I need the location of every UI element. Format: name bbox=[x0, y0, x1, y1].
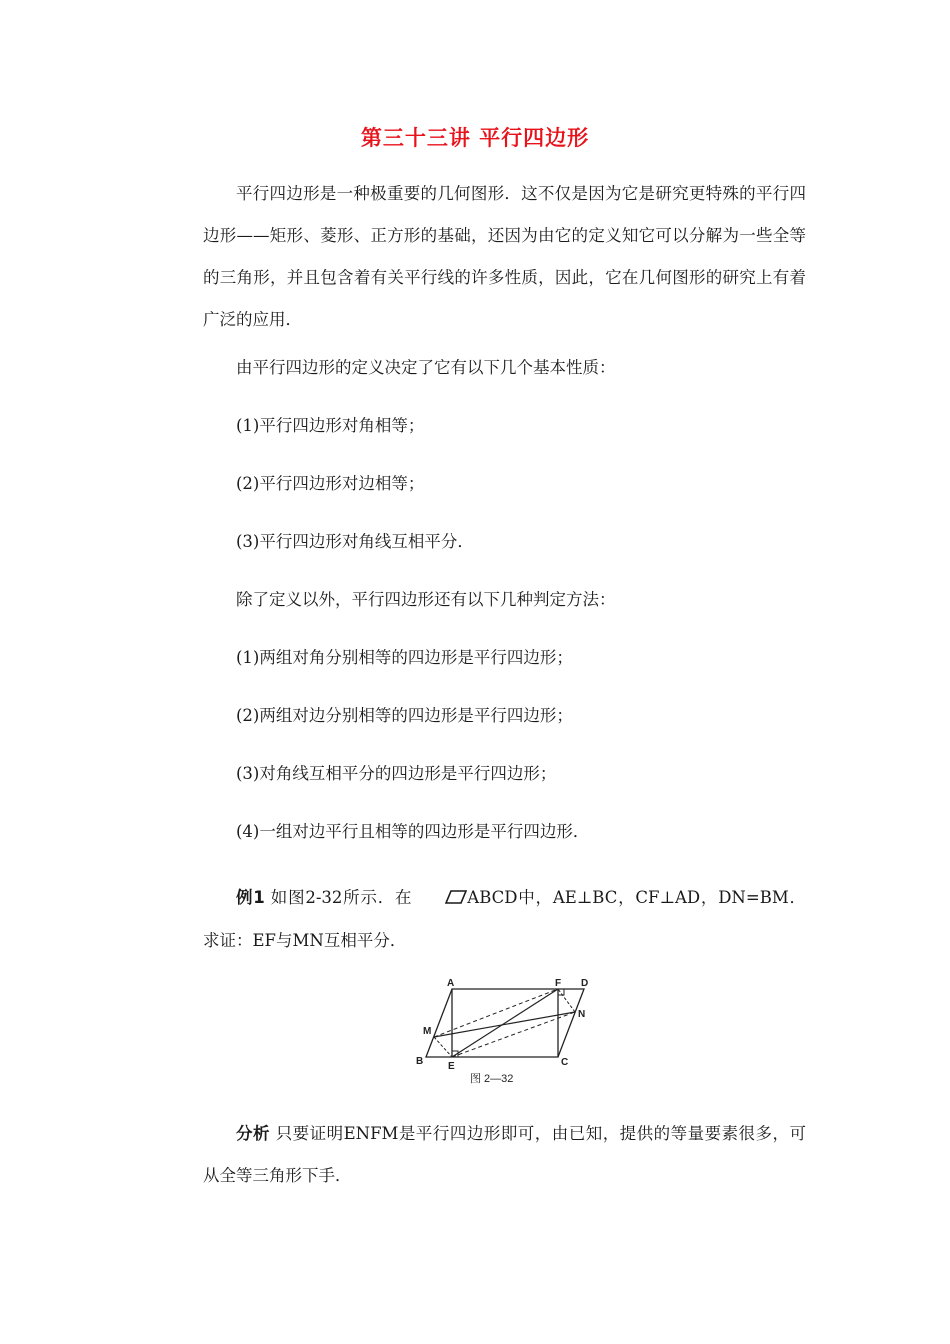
property-item: (2)平行四边形对边相等； bbox=[236, 474, 425, 493]
criteria-item: (3)对角线互相平分的四边形是平行四边形； bbox=[236, 764, 557, 783]
example-text-after: ABCD中，AE⊥BC，CF⊥AD，DN=BM．求证：EF与MN互相平分． bbox=[203, 888, 806, 950]
dashed-nf bbox=[558, 989, 575, 1012]
example-paragraph bbox=[203, 877, 806, 962]
label-n: N bbox=[578, 1009, 586, 1020]
label-a: A bbox=[447, 978, 455, 989]
segment-ef bbox=[452, 989, 558, 1057]
property-item: (3)平行四边形对角线互相平分． bbox=[236, 532, 474, 551]
properties-heading: 由平行四边形的定义决定了它有以下几个基本性质： bbox=[236, 358, 616, 377]
example-text-before: 如图2-32所示．在 bbox=[264, 888, 413, 907]
criteria-item: (4)一组对边平行且相等的四边形是平行四边形． bbox=[236, 822, 590, 841]
label-d: D bbox=[581, 978, 589, 989]
criteria-heading: 除了定义以外，平行四边形还有以下几种判定方法： bbox=[236, 590, 616, 609]
property-item: (1)平行四边形对角相等； bbox=[236, 416, 425, 435]
criteria-item: (1)两组对角分别相等的四边形是平行四边形； bbox=[236, 648, 573, 667]
segment-mn bbox=[434, 1012, 575, 1037]
analysis-paragraph bbox=[203, 1113, 806, 1197]
figure-2-32 bbox=[412, 974, 602, 1092]
label-f: F bbox=[555, 978, 562, 989]
analysis-text: 只要证明ENFM是平行四边形即可，由已知，提供的等量要素很多，可从全等三角形下手． bbox=[203, 1124, 806, 1185]
label-e: E bbox=[448, 1061, 455, 1072]
analysis-label: 分析 bbox=[236, 1124, 270, 1143]
page-title: 第三十三讲 平行四边形 bbox=[360, 126, 590, 150]
label-m: M bbox=[423, 1026, 432, 1037]
parallelogram-icon bbox=[412, 878, 467, 920]
label-b: B bbox=[416, 1056, 424, 1067]
dashed-me bbox=[434, 1037, 452, 1057]
label-c: C bbox=[561, 1057, 569, 1068]
figure-caption: 图 2—32 bbox=[470, 1073, 514, 1085]
example-label: 例1 bbox=[236, 888, 265, 907]
criteria-item: (2)两组对边分别相等的四边形是平行四边形； bbox=[236, 706, 573, 725]
dashed-en bbox=[452, 1012, 575, 1057]
intro-paragraph: 平行四边形是一种极重要的几何图形．这不仅是因为它是研究更特殊的平行四边形——矩形、菱形、正方形的基础，还因为由它的定义知它可以分解为一些全等的三角形，并且包含着有关平行线的许多性质，因此，它在几何图形的研究上有着广泛的应用． bbox=[203, 184, 806, 329]
